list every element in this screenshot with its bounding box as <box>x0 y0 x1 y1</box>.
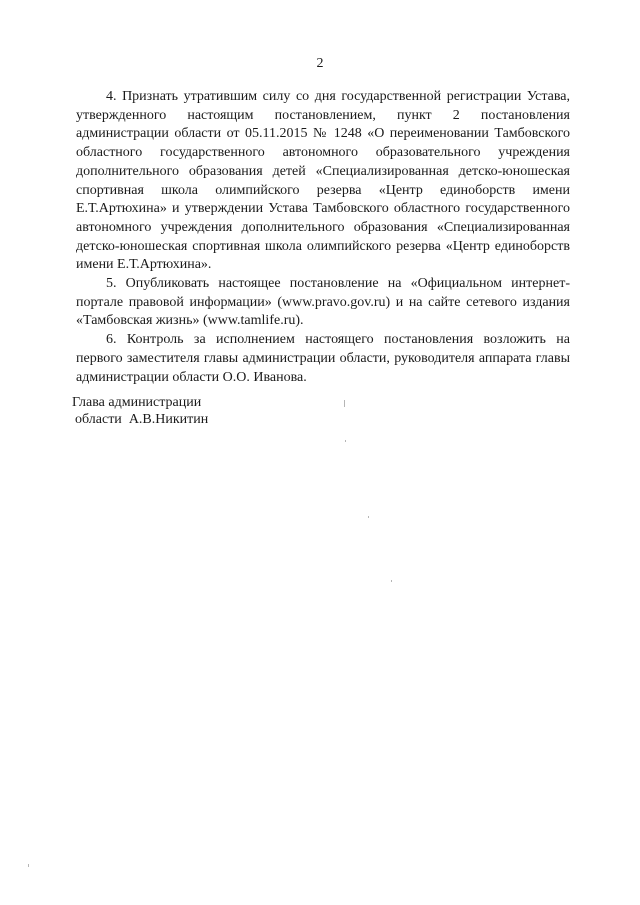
signature-position-region: области <box>75 412 122 427</box>
scan-speck <box>344 400 345 407</box>
signature-block <box>72 394 208 428</box>
document-body <box>76 88 570 387</box>
signatory-name: А.В.Никитин <box>128 412 209 427</box>
paragraph-5: 5. Опубликовать настоящее постановление на «Официальном интернет-портале правовой информации» (www.pravo.gov.ru) и на сайте сетевого издания «Тамбовская жизнь» (www.tamlife.ru). <box>76 276 570 329</box>
page-number: 2 <box>316 56 324 71</box>
paragraph-4: 4. Признать утратившим силу со дня государственной регистрации Устава, утвержденного настоящим постановлением, пункт 2 постановления администрации области от 05.11.2015 № 1248 «О переименовании Тамбовского областного государственного автономного образовательного учреждения дополнительного образования детей «Специализированная детско-юношеская спортивная школа олимпийского резерва «Центр единоборств имени Е.Т.Артюхина» и утверждении Устава Тамбовского областного государственного автономного учреждения дополнительного образования «Специализированная детско-юношеская спортивная школа олимпийского резерва «Центр единоборств имени Е.Т.Артюхина». <box>76 89 570 273</box>
signature-position-line1: Глава администрации <box>72 395 202 410</box>
scan-speck <box>28 864 29 867</box>
scan-speck <box>345 440 346 442</box>
signature-position-line2 <box>72 411 208 428</box>
scan-speck <box>368 516 369 518</box>
scan-speck <box>391 580 392 582</box>
paragraph-6: 6. Контроль за исполнением настоящего постановления возложить на первого заместителя главы администрации области, руководителя аппарата главы администрации области О.О. Иванова. <box>76 332 570 385</box>
